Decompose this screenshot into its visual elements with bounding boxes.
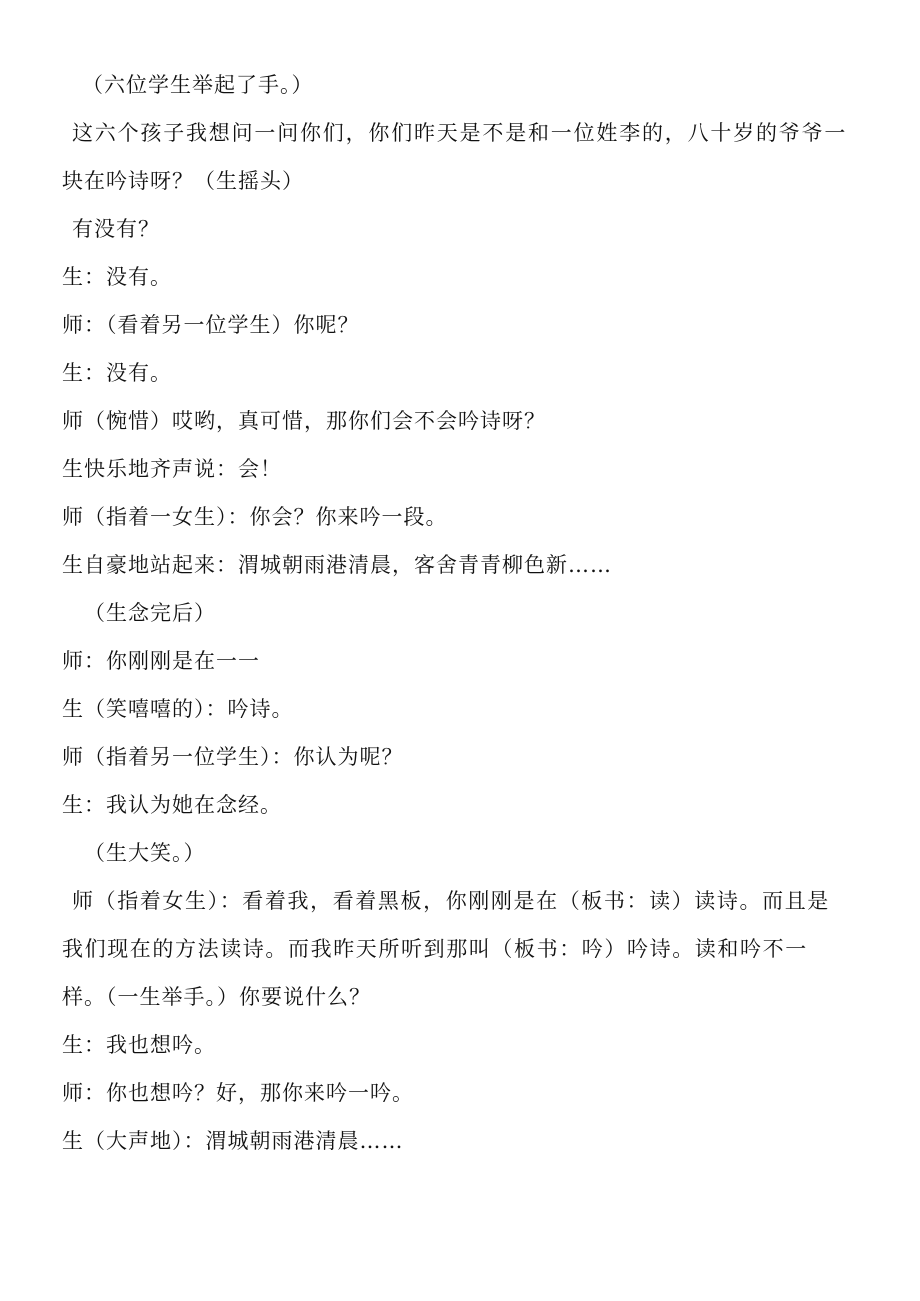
- text-line-16: 生：我认为她在念经。: [62, 793, 282, 817]
- text-line-1: （六位学生举起了手。）: [82, 73, 314, 97]
- text-line-4: 有没有？: [72, 217, 160, 241]
- text-line-8: 师（惋惜）哎哟，真可惜，那你们会不会吟诗呀？: [62, 409, 546, 433]
- text-line-2: 这六个孩子我想问一问你们，你们昨天是不是和一位姓李的，八十岁的爷爷一: [72, 121, 848, 145]
- text-line-7: 生：没有。: [62, 361, 172, 385]
- text-line-12: （生念完后）: [84, 601, 216, 625]
- text-line-9: 生快乐地齐声说：会！: [62, 457, 282, 481]
- text-line-13: 师：你刚刚是在一一: [62, 649, 260, 673]
- text-line-17: （生大笑。）: [84, 841, 206, 865]
- text-line-20: 样。（一生举手。）你要说什么？: [62, 985, 371, 1009]
- text-line-23: 生（大声地）：渭城朝雨港清晨……: [62, 1129, 404, 1153]
- text-line-21: 生：我也想吟。: [62, 1033, 216, 1057]
- text-line-6: 师：（看着另一位学生）你呢？: [62, 313, 360, 337]
- text-line-10: 师（指着一女生）：你会？你来吟一段。: [62, 505, 448, 529]
- text-line-19: 我们现在的方法读诗。而我昨天所听到那叫（板书：吟）吟诗。读和吟不一: [62, 937, 808, 961]
- text-line-15: 师（指着另一位学生）：你认为呢？: [62, 745, 404, 769]
- text-line-3: 块在吟诗呀？（生摇头）: [62, 169, 304, 193]
- text-line-18: 师（指着女生）：看着我，看着黑板，你刚刚是在（板书：读）读诗。而且是: [72, 889, 830, 913]
- text-line-5: 生：没有。: [62, 265, 172, 289]
- text-line-14: 生（笑嘻嘻的）：吟诗。: [62, 697, 294, 721]
- text-line-22: 师：你也想吟？好，那你来吟一吟。: [62, 1081, 414, 1105]
- text-line-11: 生自豪地站起来：渭城朝雨港清晨，客舍青青柳色新……: [62, 553, 612, 577]
